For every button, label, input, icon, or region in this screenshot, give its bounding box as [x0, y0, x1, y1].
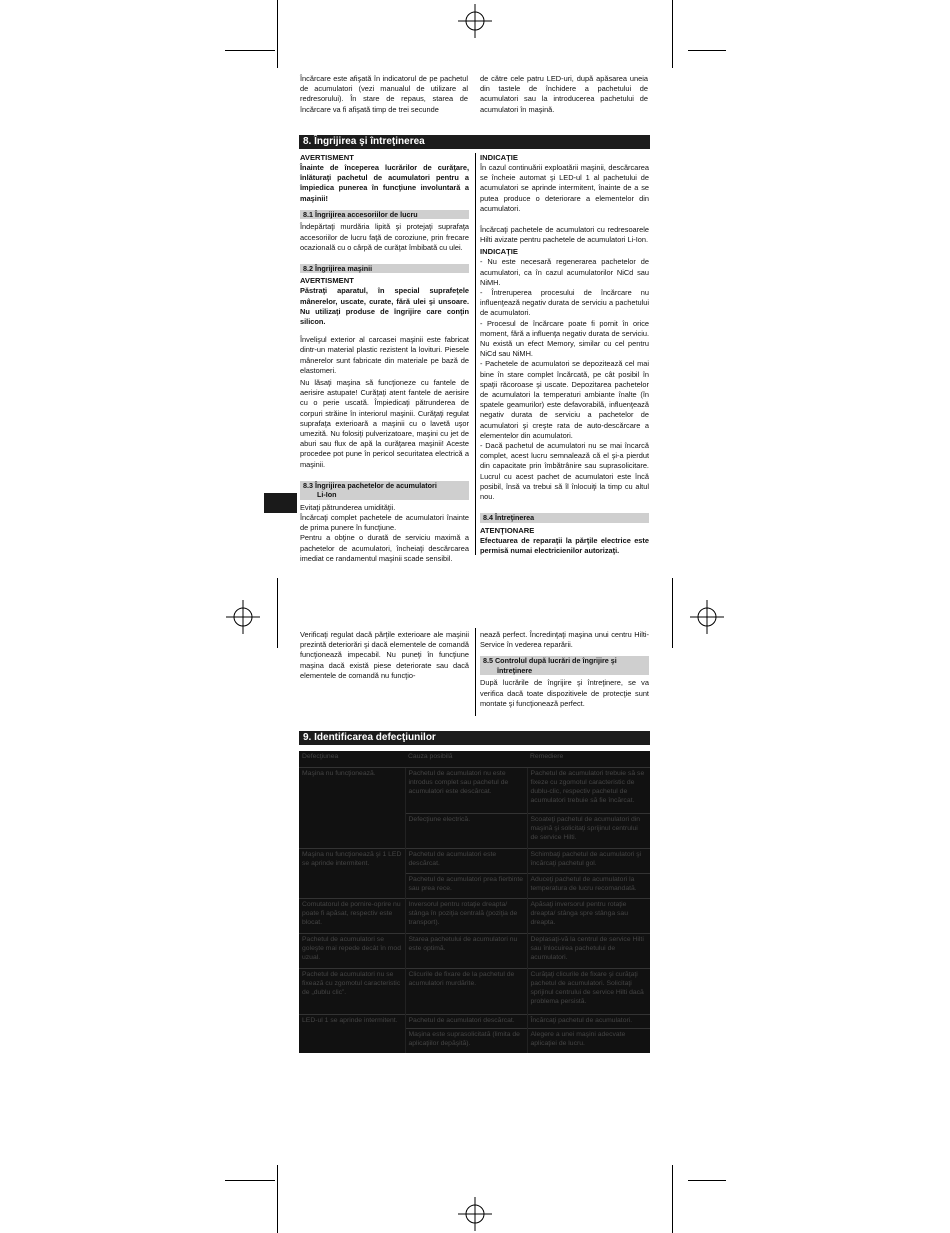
warning-text: Înainte de începerea lucrărilor de curăţare, înlăturaţi pachetul de acumulatori pentru a împiedica punerea în funcţiune involuntară a maşinii! [300, 163, 469, 203]
note-1-label: INDICAŢIE [480, 153, 518, 162]
s84-caution-label: ATENŢIONARE [480, 525, 535, 535]
subsection-8-3-title [300, 481, 469, 500]
charging-paragraph: Încărcaţi pachetele de acumulatori cu redresoarele Hilti avizate pentru pachetele de acumulatori Li-Ion. [480, 225, 649, 245]
note-2-label: INDICAŢIE [480, 247, 518, 257]
cause-cell: Clicurile de fixare de la pachetul de acumulatori murdărite. [405, 969, 527, 1015]
crop-mark [688, 50, 726, 51]
table-row [299, 849, 650, 874]
table-row [299, 768, 650, 814]
table-row [299, 898, 650, 933]
remedy-cell: Curăţaţi clicurile de fixare şi curăţaţi pachetul de acumulatori. Solicitaţi sprijinul centrului de service Hilti dacă problema persistă. [527, 969, 650, 1015]
s82-paragraph-1: Învelişul exterior al carcasei maşinii este fabricat dintr-un material plastic rezistent la lovituri. Piesele mânerelor sunt fabricate din materiale pe bază de elastomeri. [300, 335, 469, 375]
table-row [299, 933, 650, 968]
subsection-8-4-title: 8.4 Întreţinerea [480, 513, 649, 523]
header-remedy: Remediere [530, 753, 564, 760]
remedy-cell: Schimbaţi pachetul de acumulatori şi încărcaţi pachetul gol. [527, 849, 650, 874]
remedy-cell: Deplasaţi-vă la centrul de service Hilti sau înlocuirea pachetului de acumulatori. [527, 933, 650, 968]
top-left-paragraph: Încărcare este afişată în indicatorul de pe pachetul de acumulatori (vezi manualul de utilizare al redresorului). În stare de repaus, starea de încărcare va fi afişată timp de trei secunde [300, 74, 468, 114]
s82-warning-text: Păstraţi aparatul, în special suprafeţele mânerelor, uscate, curate, fără ulei şi unsoare. Nu utilizaţi produse de îngrijire care conţin silicon. [300, 286, 469, 327]
cause-cell: Defecţiune electrică. [405, 813, 527, 848]
subsection-8-5-title [480, 656, 649, 675]
note-2-bullet-4: - Pachetele de acumulatori se depozitează cel mai bine în stare complet încărcată, pe cât posibil în spaţii răcoroase şi uscate. Depozitarea pachetelor de acumulatori la temperaturi ambiante înalte (în spatele geamurilor) este defavorabilă, influenţează negativ durata de serviciu a pachetelor de acumulatori şi creşte rata de auto-descărcare a elementelor din acumulatori. [480, 359, 649, 440]
column-divider [475, 153, 476, 555]
subsection-8-1-text: Îndepărtaţi murdăria lipită şi protejaţi suprafaţa accesoriilor de lucru faţă de coroziune, prin frecare ocazională cu o cârpă de curăţat îmbibată cu ulei. [300, 222, 469, 252]
s82-paragraph-2: Nu lăsaţi maşina să funcţioneze cu fantele de aerisire astupate! Curăţaţi atent fantele de aerisire cu o perie uscată. Împiedicaţi pătrunderea de corpuri străine în interiorul maşinii. Curăţaţi regulat suprafaţa exterioară a maşinii cu o lavetă uşor umezită. Nu folosiţi pulverizatoare, maşini cu jet de aburi sau flux de apă la curăţarea maşinii! Aceste procedee pot pune în pericol securitatea electrică a maşinii. [300, 378, 469, 469]
fault-cell: LED-ul 1 se aprinde intermitent. [299, 1015, 405, 1053]
table-row [299, 1015, 650, 1029]
remedy-cell: Apăsaţi inversorul pentru rotaţie dreapta/ stânga spre stânga sau dreapta. [527, 898, 650, 933]
warning-label: AVERTISMENT [300, 153, 354, 162]
page-tab-marker [264, 493, 297, 513]
crop-mark [672, 578, 673, 648]
lower-right-paragraph: nează perfect. Încredinţaţi maşina unui centru Hilti-Service în vederea reparării. [480, 630, 649, 650]
subsection-8-2-title: 8.2 Îngrijirea maşinii [300, 264, 469, 274]
crop-mark [277, 578, 278, 648]
note-2-bullet-5: - Dacă pachetul de acumulatori nu se mai încarcă complet, acest lucru semnalează că el şi-a pierdut din capacitate prin îmbătrânire sau suprasolicitare. Lucrul cu acest pachet de acumulatori este încă posibil, însă va trebui să îl înlocuiţi la timp cu altul nou. [480, 441, 649, 502]
s85-text: După lucrările de îngrijire şi întreţinere, se va verifica dacă toate dispozitivele de protecţie sunt montate şi funcţionează perfect. [480, 678, 649, 708]
top-right-paragraph: de către cele patru LED-uri, după apăsarea uneia din tastele de închidere a pachetului de acumulatori sau la introducerea pachetului de acumulatori în maşină. [480, 74, 648, 114]
cause-cell: Inversorul pentru rotaţie dreapta/ stânga în poziţia centrală (poziţia de transport). [405, 898, 527, 933]
registration-mark-top [458, 4, 492, 38]
remedy-cell: Alegere a unei maşini adecvate aplicaţiei de lucru. [527, 1029, 650, 1053]
s83-paragraph-2: Încărcaţi complet pachetele de acumulatori înainte de prima punere în funcţiune. [300, 513, 469, 533]
cause-cell: Starea pachetului de acumulatori nu este optimă. [405, 933, 527, 968]
note-2-bullet-1: - Nu este necesară regenerarea pachetelor de acumulatori, ca în cazul acumulatorilor NiCd sau NiMH. [480, 257, 649, 287]
column-divider-lower [475, 628, 476, 716]
remedy-cell: Încărcaţi pachetul de acumulatori. [527, 1015, 650, 1029]
section-8-right-column [480, 153, 649, 558]
fault-cell: Pachetul de acumulatori se goleşte mai repede decât în mod uzual. [299, 933, 405, 968]
crop-mark [277, 0, 278, 68]
s85-title-line2: întreţinere [497, 665, 533, 675]
s84-caution-text: Efectuarea de reparaţii la părţile electrice este permisă numai electricienilor autorizaţi. [480, 535, 649, 555]
section-8-title: 8. Îngrijirea şi întreţinerea [299, 135, 650, 149]
registration-mark-right [690, 600, 724, 634]
registration-mark-bottom [458, 1197, 492, 1231]
lower-left-paragraph: Verificaţi regulat dacă părţile exterioare ale maşinii prezintă deteriorări şi dacă elementele de comandă funcţionează impecabil. Nu puneţi în funcţiune maşina dacă există piese deteriorate sau dacă elementele de comandă nu funcţio- [300, 630, 469, 680]
fault-cell: Maşina nu funcţionează şi 1 LED se aprinde intermitent. [299, 849, 405, 898]
note-2-bullet-3: - Procesul de încărcare poate fi pornit în orice moment, fără a influenţa negativ durata de serviciu. Nu există un efect Memory, similar cu cel pentru NiCd sau NiMH. [480, 318, 649, 359]
note-1-text: În cazul continuării exploatării maşinii, descărcarea se încheie automat şi LED-ul 1 al pachetului de acumulatori se aprinde intermitent, înainte de a se putea produce o deteriorare a elementelor din acumulatori. [480, 163, 649, 213]
section-8-left-column [300, 153, 469, 566]
cause-cell: Pachetul de acumulatori descărcat. [405, 1015, 527, 1029]
s83-title-line2: Li-Ion [317, 490, 337, 500]
cause-cell: Pachetul de acumulatori nu este introdus complet sau pachetul de acumulatori este descărcat. [405, 768, 527, 814]
s83-paragraph-3: Pentru a obţine o durată de serviciu maximă a pachetelor de acumulatori, încheiaţi descărcarea imediat ce randamentul maşinii scade sensibil. [300, 533, 469, 563]
remedy-cell: Scoateţi pachetul de acumulatori din maşină şi solicitaţi sprijinul centrului de service Hilti. [527, 813, 650, 848]
note-2-bullet-2: - Întreruperea procesului de încărcare nu influenţează negativ durata de serviciu a pachetului de acumulatori. [480, 288, 649, 318]
section-9-title: 9. Identificarea defecţiunilor [299, 731, 650, 745]
cause-cell: Pachetul de acumulatori prea fierbinte sau prea rece. [405, 873, 527, 898]
fault-cell: Comutatorul de pornire-oprire nu poate fi apăsat, respectiv este blocat. [299, 898, 405, 933]
fault-cell: Maşina nu funcţionează. [299, 768, 405, 849]
s82-warning-label: AVERTISMENT [300, 276, 354, 286]
remedy-cell: Pachetul de acumulatori trebuie să se fixeze cu zgomotul caracteristic de dublu-clic, respectiv pachetul de acumulatori trebuie să fie încărcat. [527, 768, 650, 814]
table-header-row [299, 751, 650, 768]
table-row [299, 969, 650, 1015]
remedy-cell: Aduceţi pachetul de acumulatori la temperatura de lucru recomandată. [527, 873, 650, 898]
crop-mark [672, 0, 673, 68]
header-fault: Defecţiunea [302, 753, 339, 760]
subsection-8-1-title: 8.1 Îngrijirea accesoriilor de lucru [300, 210, 469, 220]
registration-mark-left [226, 600, 260, 634]
s83-paragraph-1: Evitaţi pătrunderea umidităţii. [300, 502, 396, 512]
s83-title-line1: 8.3 Îngrijirea pachetelor de acumulatori [303, 480, 437, 490]
fault-cell: Pachetul de acumulatori nu se fixează cu zgomotul caracteristic de „dublu clic”. [299, 969, 405, 1015]
troubleshooting-table [299, 751, 650, 1053]
s85-title-line1: 8.5 Controlul după lucrări de îngrijire şi [483, 656, 617, 666]
crop-mark [277, 1165, 278, 1233]
crop-mark [688, 1180, 726, 1181]
crop-mark [672, 1165, 673, 1233]
cause-cell: Pachetul de acumulatori este descărcat. [405, 849, 527, 874]
crop-mark [225, 50, 275, 51]
crop-mark [225, 1180, 275, 1181]
lower-right-column [480, 630, 649, 711]
header-cause: Cauza posibilă [408, 753, 453, 760]
cause-cell: Maşina este suprasolicitată (limita de aplicaţiilor depăşită). [405, 1029, 527, 1053]
